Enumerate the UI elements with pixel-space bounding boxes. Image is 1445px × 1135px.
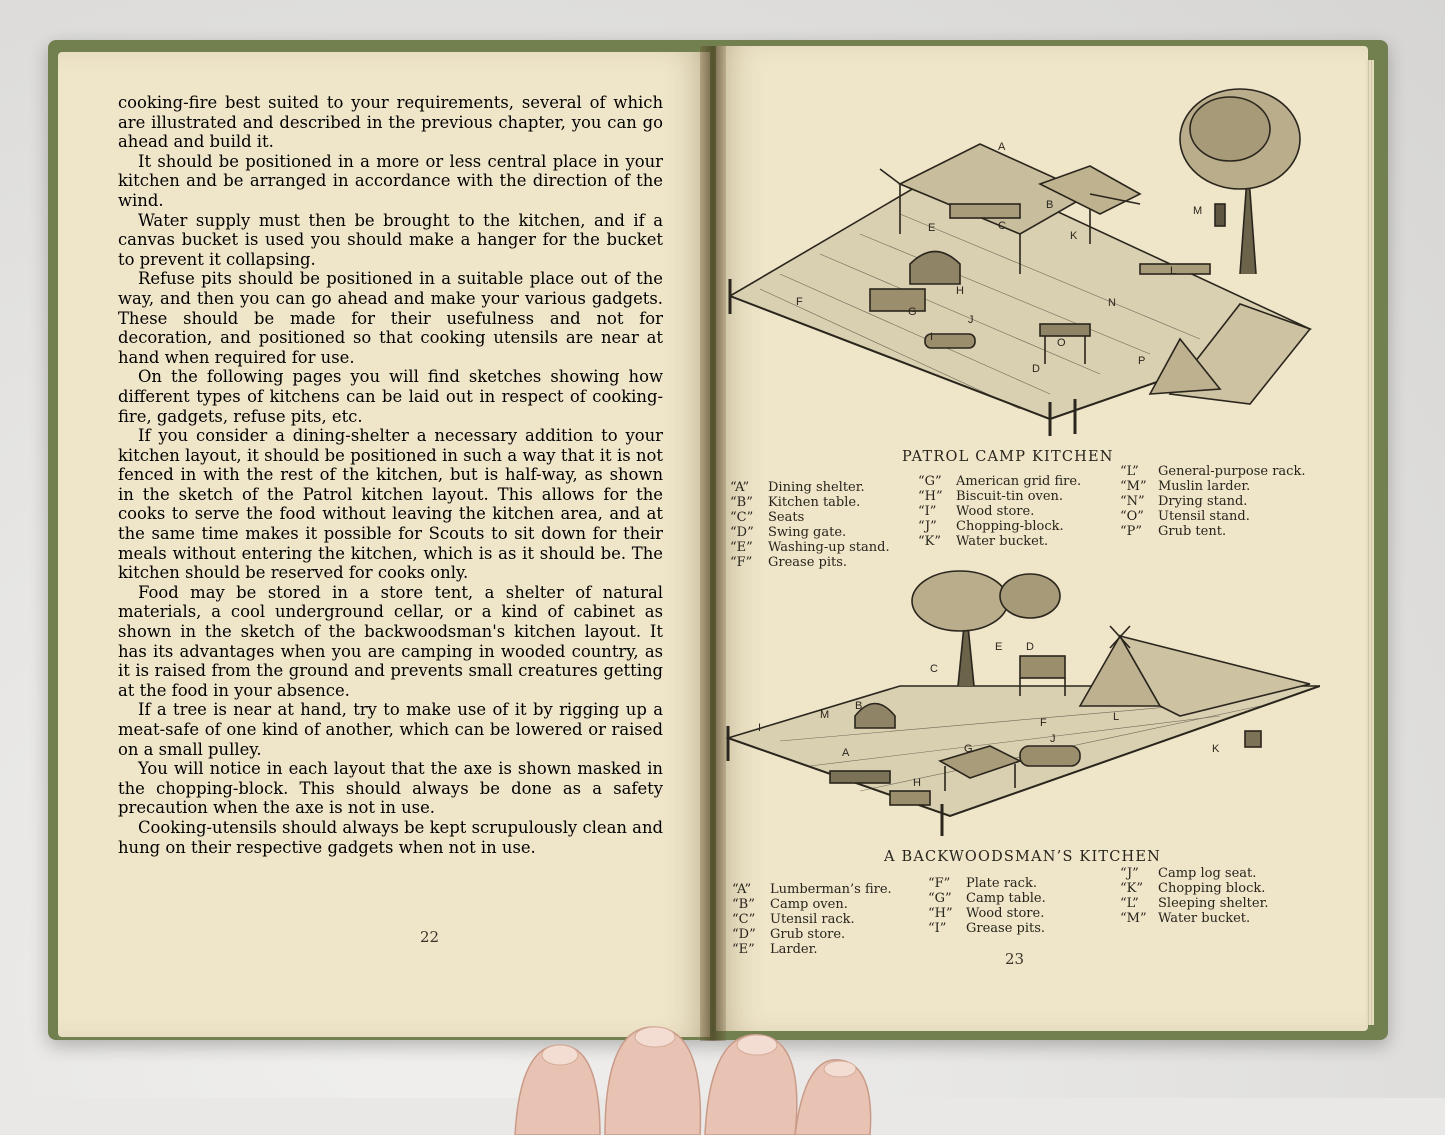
legend-item: “G” Camp table.: [928, 891, 1046, 906]
legend-item: “G” American grid fire.: [918, 474, 1082, 489]
label-c: C: [998, 220, 1006, 232]
label-k: K: [1212, 743, 1220, 755]
label-b: B: [1046, 199, 1054, 211]
label-e: E: [928, 222, 936, 234]
label-l: L: [1113, 711, 1120, 723]
legend-item: “O” Utensil stand.: [1120, 509, 1250, 524]
legend-item: “H” Biscuit-tin oven.: [918, 489, 1064, 504]
label-o: O: [1057, 337, 1066, 349]
legend-item: “F” Plate rack.: [928, 876, 1037, 891]
patrol-kitchen-title: PATROL CAMP KITCHEN: [902, 449, 1114, 465]
label-g: G: [908, 306, 917, 318]
legend-item: “K” Chopping block.: [1120, 881, 1266, 896]
body-text: [118, 93, 663, 857]
patrol-legend-col-3: [1120, 464, 1305, 539]
legend-item: “B” Kitchen table.: [730, 495, 861, 510]
label-j: J: [1050, 733, 1056, 745]
label-g: G: [964, 743, 973, 755]
legend-item: “A” Lumberman’s fire.: [732, 882, 892, 897]
legend-item: “H” Wood store.: [928, 906, 1045, 921]
backwoods-legend-col-2: [928, 876, 1046, 936]
label-e: E: [995, 641, 1003, 653]
backwoodsman-kitchen-illustration: [720, 566, 1320, 842]
page-number-right: 23: [1005, 950, 1025, 968]
label-k: K: [1070, 230, 1078, 242]
label-d: D: [1032, 363, 1040, 375]
label-h: H: [913, 777, 921, 789]
paragraph: Water supply must then be brought to the kitchen, and if a canvas bucket is used you should make a hanger for the bucket to prevent it collapsing.: [118, 210, 663, 269]
legend-item: “N” Drying stand.: [1120, 494, 1248, 509]
paragraph: It should be positioned in a more or less central place in your kitchen and be arranged in accordance with the direction of the wind.: [118, 151, 663, 210]
label-i: I: [930, 331, 934, 343]
paragraph: cooking-fire best suited to your requirements, several of which are illustrated and described in the previous chapter, you can go ahead and build it.: [118, 93, 663, 152]
paragraph: Food may be stored in a store tent, a shelter of natural materials, a cool underground cellar, or a kind of cabinet as shown in the sketch of the backwoodsman's kitchen layout. It has its advantages when you are camping in wooded country, as it is raised from the ground and prevents small creatures getting at the food in your absence.: [118, 582, 663, 700]
backwoods-legend-col-1: [732, 882, 892, 957]
legend-item: “E” Larder.: [732, 942, 818, 957]
legend-item: “J” Chopping-block.: [918, 519, 1064, 534]
patrol-camp-kitchen-illustration: [720, 74, 1320, 446]
legend-item: “C” Seats: [730, 510, 805, 525]
page-edges: [1366, 60, 1374, 1025]
label-m: M: [820, 709, 830, 721]
label-f: F: [1040, 717, 1047, 729]
legend-item: “M” Muslin larder.: [1120, 479, 1251, 494]
label-a: A: [998, 141, 1006, 153]
label-d: D: [1026, 641, 1034, 653]
paragraph: Cooking-utensils should always be kept scrupulously clean and hung on their respective gadgets when not in use.: [118, 817, 663, 857]
page-number-left: 22: [420, 928, 440, 946]
paragraph: On the following pages you will find sketches showing how different types of kitchens can be laid out in respect of cooking-fire, gadgets, refuse pits, etc.: [118, 367, 663, 426]
label-p: P: [1138, 355, 1146, 367]
hand-fingers: [495, 1015, 895, 1135]
legend-item: “D” Swing gate.: [730, 525, 847, 540]
backwoodsman-kitchen-title: A BACKWOODSMAN’S KITCHEN: [884, 849, 1162, 865]
label-c: C: [930, 663, 938, 675]
legend-item: “L” General-purpose rack.: [1120, 464, 1306, 479]
legend-item: “B” Camp oven.: [732, 897, 848, 912]
label-h: H: [956, 285, 964, 297]
legend-item: “K” Water bucket.: [918, 534, 1049, 549]
backwoods-legend-col-3: [1120, 866, 1269, 926]
label-n: N: [1108, 297, 1116, 309]
label-b: B: [855, 700, 863, 712]
legend-item: “J” Camp log seat.: [1120, 866, 1257, 881]
paragraph: You will notice in each layout that the axe is shown masked in the chopping-block. This should always be done as a safety precaution when the axe is not in use.: [118, 759, 663, 818]
legend-item: “L” Sleeping shelter.: [1120, 896, 1269, 911]
legend-item: “I” Wood store.: [918, 504, 1035, 519]
label-m: M: [1193, 205, 1203, 217]
legend-item: “D” Grub store.: [732, 927, 846, 942]
legend-item: “P” Grub tent.: [1120, 524, 1227, 539]
label-a: A: [842, 747, 850, 759]
label-j: J: [968, 314, 974, 326]
legend-item: “A” Dining shelter.: [730, 480, 865, 495]
label-l: L: [1170, 265, 1177, 277]
paragraph: If you consider a dining-shelter a necessary addition to your kitchen layout, it should be positioned in such a way that it is not fenced in with the rest of the kitchen, but is half-way, as shown in the sketch of the Patrol kitchen layout. This allows for the cooks to serve the food without leaving the kitchen area, and at the same time makes it possible for Scouts to sit down for their meals without entering the kitchen, which is as it should be. The kitchen should be reserved for cooks only.: [118, 426, 663, 583]
paragraph: If a tree is near at hand, try to make use of it by rigging up a meat-safe of one kind of another, which can be lowered or raised on a small pulley.: [118, 700, 663, 759]
label-f: F: [796, 296, 803, 308]
paragraph: Refuse pits should be positioned in a suitable place out of the way, and then you can go ahead and make your various gadgets. These should be made for their usefulness and not for decoration, and positioned so that cooking utensils are near at hand when required for use.: [118, 269, 663, 367]
legend-item: “M” Water bucket.: [1120, 911, 1251, 926]
legend-item: “I” Grease pits.: [928, 921, 1046, 936]
patrol-legend-col-2: [918, 474, 1081, 549]
legend-item: “E” Washing-up stand.: [730, 540, 890, 555]
label-i: I: [758, 722, 762, 734]
legend-item: “F” Grease pits.: [730, 555, 848, 570]
patrol-legend-col-1: [730, 480, 890, 570]
legend-item: “C” Utensil rack.: [732, 912, 855, 927]
